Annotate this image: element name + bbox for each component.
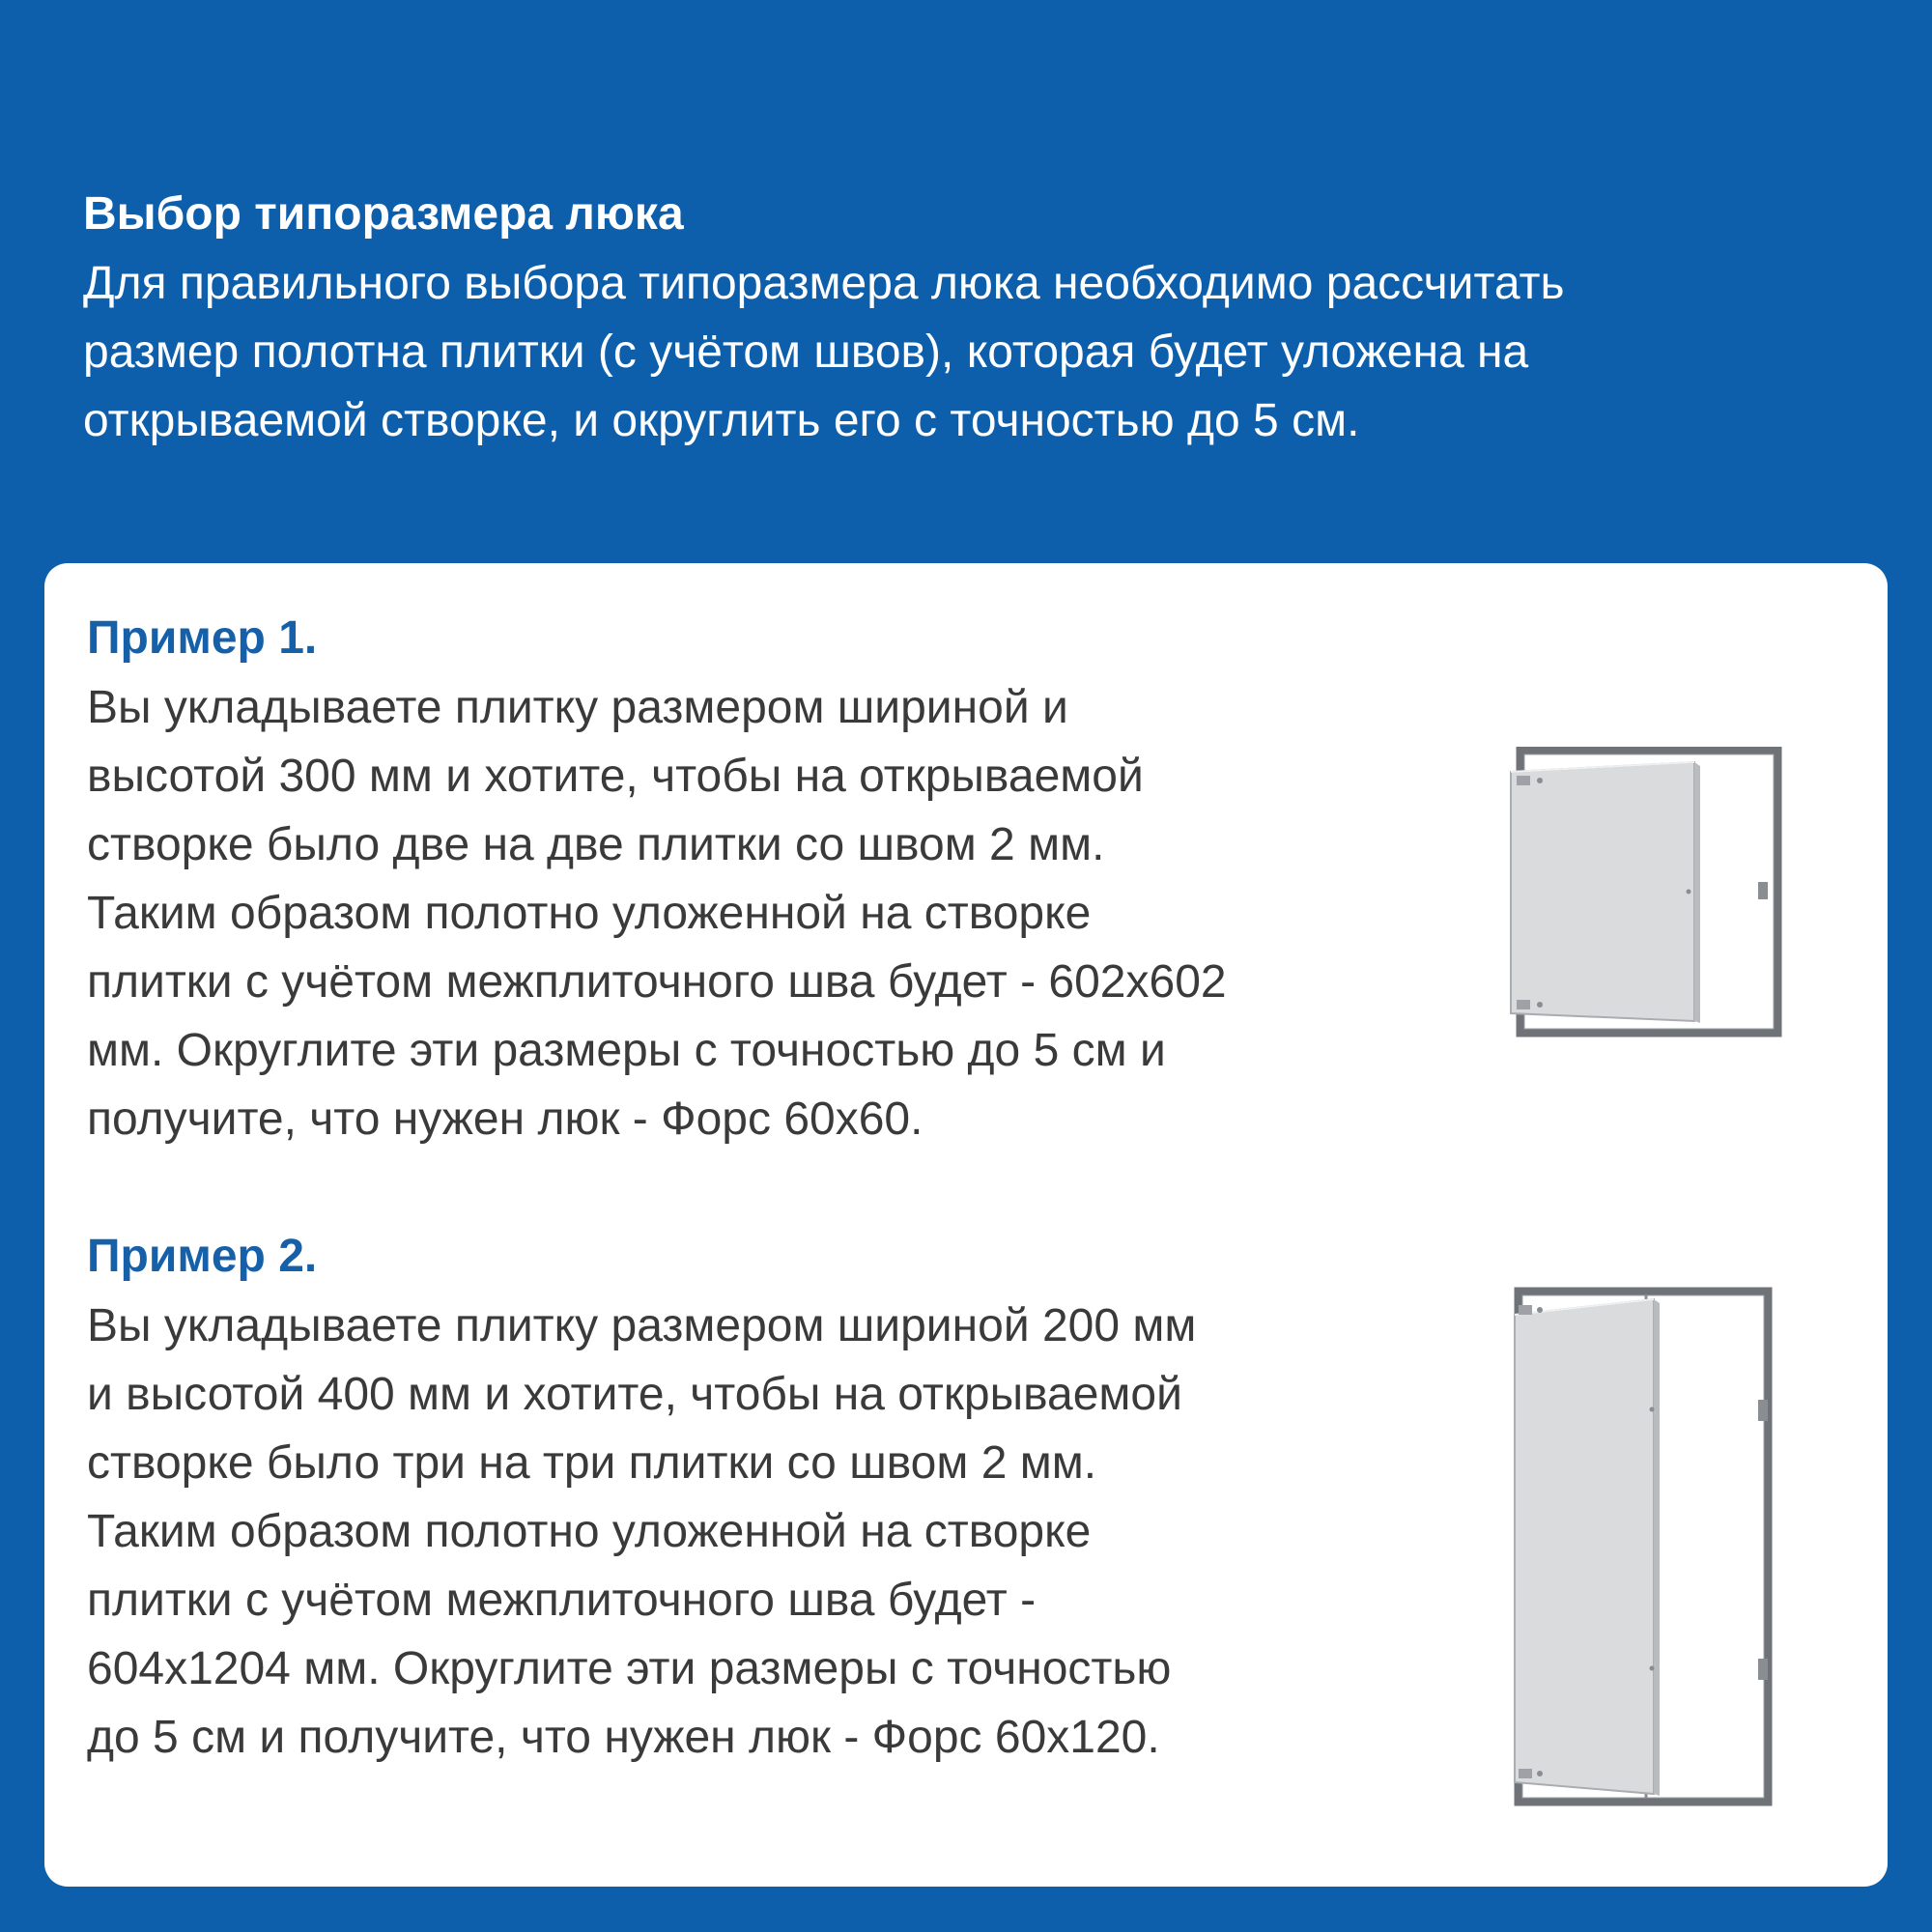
example-1-line: плитки с учётом межплиточного шва будет - 602x602 [87, 956, 1227, 1008]
intro-line: открываемой створке, и округлить его с точностью до 5 см. [83, 395, 1360, 446]
intro-title: Выбор типоразмера люка [83, 188, 684, 240]
example-1-line: Таким образом полотно уложенной на створке [87, 888, 1092, 939]
example-2-line: Вы укладываете плитку размером шириной 200 мм [87, 1300, 1197, 1351]
square-hatch-icon [1501, 747, 1783, 1038]
example-2-title: Пример 2. [87, 1231, 318, 1282]
intro-section [83, 180, 1880, 455]
example-2-line: и высотой 400 мм и хотите, чтобы на открываемой [87, 1369, 1182, 1420]
example-2-line: Таким образом полотно уложенной на створке [87, 1506, 1092, 1557]
example-2-line: 604x1204 мм. Округлите эти размеры с точностью [87, 1643, 1172, 1694]
example-1-line: мм. Округлите эти размеры с точностью до 5 см и [87, 1025, 1166, 1076]
example-1 [87, 604, 1227, 1153]
examples-card [44, 563, 1888, 1887]
example-2-line: створке было три на три плитки со швом 2 мм. [87, 1437, 1097, 1489]
intro-line: Для правильного выбора типоразмера люка необходимо рассчитать [83, 258, 1565, 309]
example-2-line: до 5 см и получите, что нужен люк - Форс 60x120. [87, 1712, 1160, 1763]
example-2 [87, 1222, 1196, 1772]
example-1-line: Вы укладываете плитку размером шириной и [87, 682, 1068, 733]
example-1-line: получите, что нужен люк - Форс 60x60. [87, 1094, 923, 1145]
intro-line: размер полотна плитки (с учётом швов), которая будет уложена на [83, 327, 1529, 378]
example-2-line: плитки с учётом межплиточного шва будет - [87, 1575, 1037, 1626]
example-1-line: высотой 300 мм и хотите, чтобы на открываемой [87, 751, 1144, 802]
example-1-line: створке было две на две плитки со швом 2 мм. [87, 819, 1105, 870]
example-1-title: Пример 1. [87, 612, 318, 664]
tall-hatch-icon [1511, 1286, 1783, 1807]
